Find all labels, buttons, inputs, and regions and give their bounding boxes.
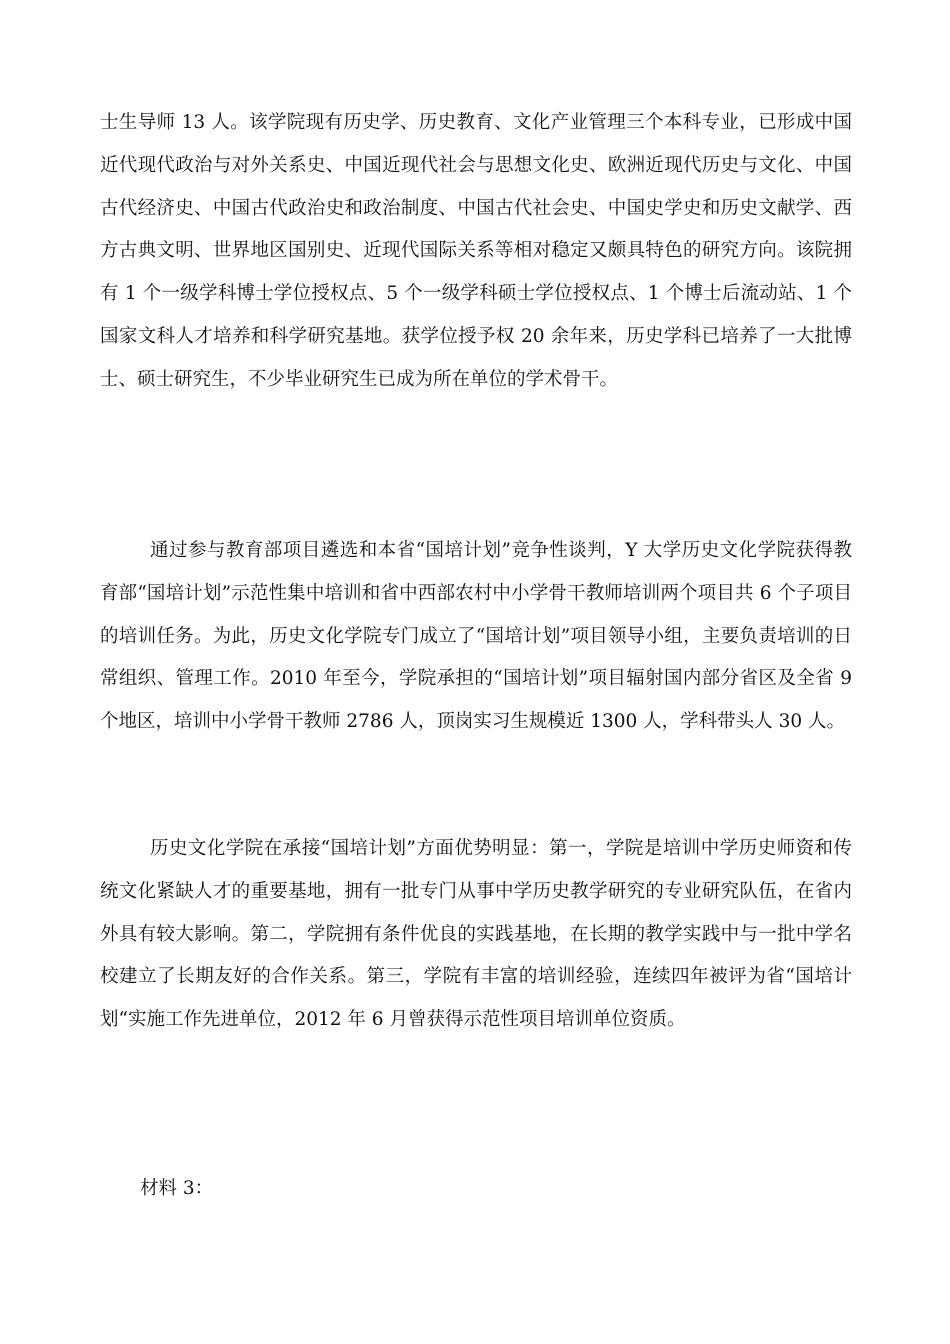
material-3-label: 材料 3： [140,1178,214,1199]
paragraph-college-advantages: 历史文化学院在承接“国培计划”方面优势明显：第一，学院是培训中学历史师资和传统文化紧缺人才的重要基地，拥有一批专门从事中学历史教学研究的专业研究队伍，在省内外具有较大影响。第二，学院拥有条件优良的实践基地，在长期的教学实践中与一批中学名校建立了长期友好的合作关系。第三，学院有丰富的培训经验，连续四年被评为省“国培计划“实施工作先进单位，2012 年 6 月曾获得示范性项目培训单位资质。 [100,838,852,1031]
paragraph-guopei-projects: 通过参与教育部项目遴选和本省“国培计划”竞争性谈判，Y 大学历史文化学院获得教育部“国培计划”示范性集中培训和省中西部农村中小学骨干教师培训两个项目共 6 个子项目的培训任务。为此，历史文化学院专门成立了“国培计划”项目领导小组，主要负责培训的日常组织、管理工作。2010 年至今，学院承担的“国培计划”项目辐射国内部分省区及全省 9 个地区，培训中小学骨干教师 2786 人，顶岗实习生规模近 1300 人，学科带头人 30 人。 [100,540,852,733]
paragraph-college-overview: 士生导师 13 人。该学院现有历史学、历史教育、文化产业管理三个本科专业，已形成中国近代现代政治与对外关系史、中国近现代社会与思想文化史、欧洲近现代历史与文化、中国古代经济史、中国古代政治史和政治制度、中国古代社会史、中国史学史和历史文献学、西方古典文明、世界地区国别史、近现代国际关系等相对稳定又颇具特色的研究方向。该院拥有 1 个一级学科博士学位授权点、5 个一级学科硕士学位授权点、1 个博士后流动站、1 个国家文科人才培养和科学研究基地。获学位授予权 20 余年来，历史学科已培养了一大批博士、硕士研究生，不少毕业研究生已成为所在单位的学术骨干。 [100,112,852,390]
